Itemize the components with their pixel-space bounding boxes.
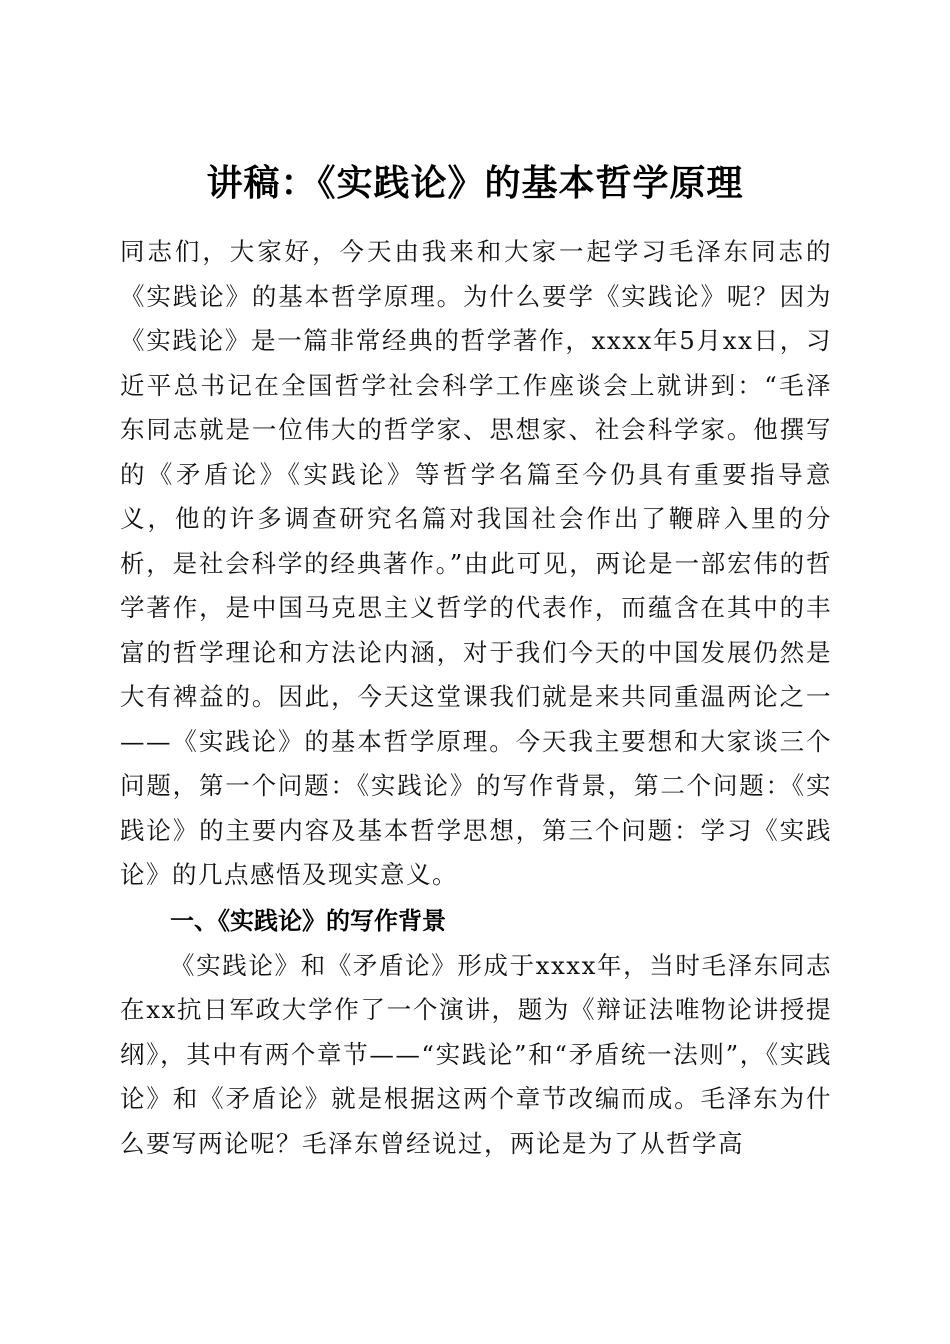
section-heading-writing-background: 一、《实践论》的写作背景 <box>170 906 446 935</box>
document-body <box>120 230 832 1166</box>
document-title: 讲稿：《实践论》的基本哲学原理 <box>206 163 744 205</box>
intro-paragraph: 同志们，大家好，今天由我来和大家一起学习毛泽东同志的《实践论》的基本哲学原理。为什么要学《实践论》呢？因为《实践论》是一篇非常经典的哲学著作，xxxx年5月xx日，习近平总书记在全国哲学社会科学工作座谈会上就讲到：“毛泽东同志就是一位伟大的哲学家、思想家、社会科学家。他撰写的《矛盾论》《实践论》等哲学名篇至今仍具有重要指导意义，他的许多调查研究名篇对我国社会作出了鞭辟入里的分析，是社会科学的经典著作。”由此可见，两论是一部宏伟的哲学著作，是中国马克思主义哲学的代表作，而蕴含在其中的丰富的哲学理论和方法论内涵，对于我们今天的中国发展仍然是大有裨益的。因此，今天这堂课我们就是来共同重温两论之一——《实践论》的基本哲学原理。今天我主要想和大家谈三个问题，第一个问题：《实践论》的写作背景，第二个问题：《实践论》的主要内容及基本哲学思想，第三个问题：学习《实践论》的几点感悟及现实意义。 <box>120 237 832 889</box>
section-paragraph-writing-background: 《实践论》和《矛盾论》形成于xxxx年，当时毛泽东同志在xx抗日军政大学作了一个演讲，题为《辩证法唯物论讲授提纲》，其中有两个章节——“实践论”和“矛盾统一法则”，《实践论》和《矛盾论》就是根据这两个章节改编而成。毛泽东为什么要写两论呢？毛泽东曾经说过，两论是为了从哲学高 <box>120 950 832 1158</box>
